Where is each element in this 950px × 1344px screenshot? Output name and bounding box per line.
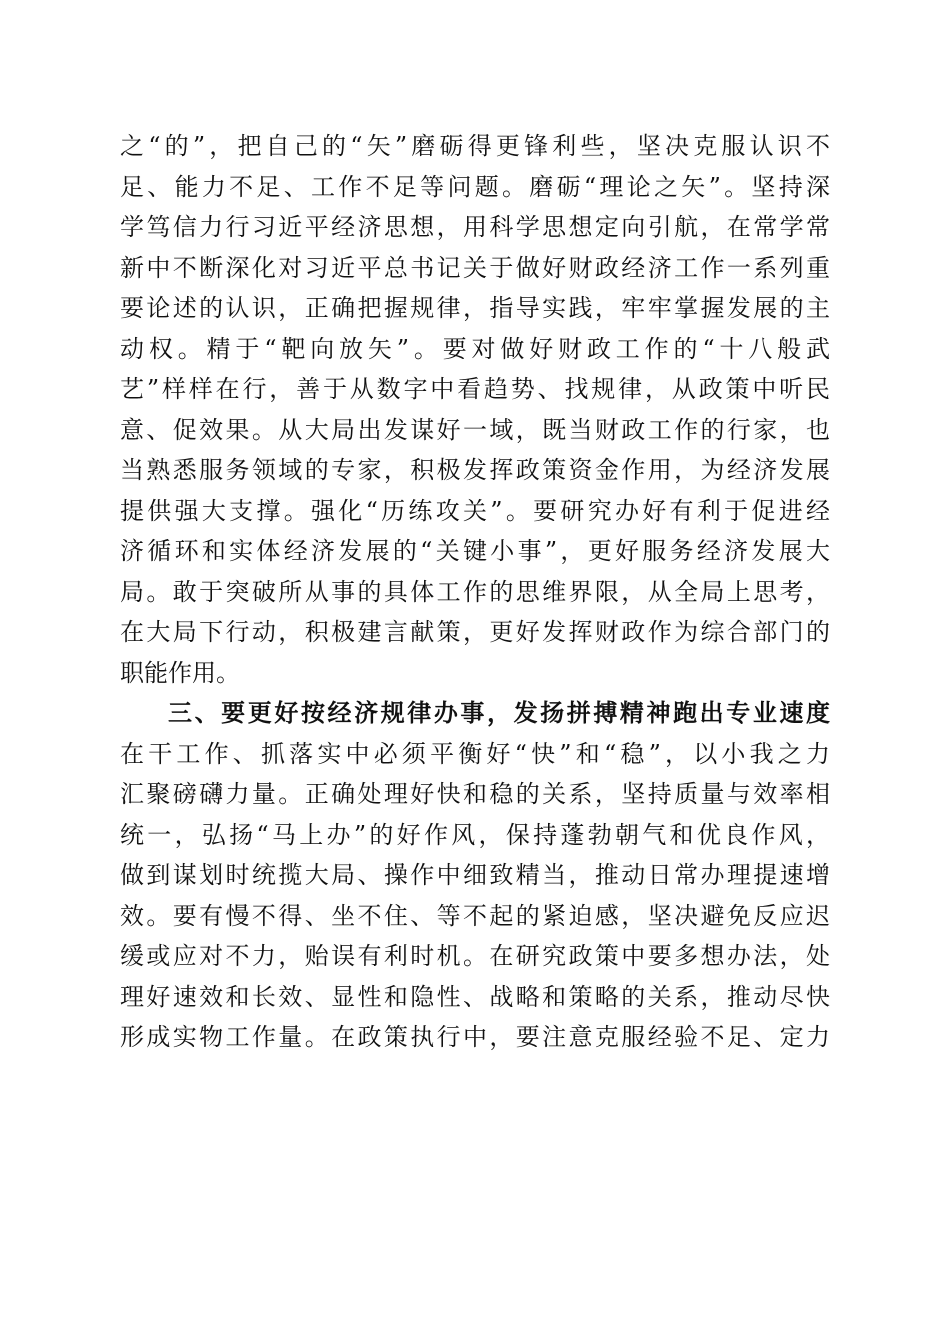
text-line: 形成实物工作量。在政策执行中，要注意克服经验不足、定力 [120,1023,830,1051]
text-line: 当熟悉服务领域的专家，积极发挥政策资金作用，为经济发展 [120,456,830,484]
section-heading: 三、要更好按经济规律办事，发扬拼搏精神跑出专业速度 [168,699,830,727]
text-line: 缓或应对不力，贻误有利时机。在研究政策中要多想办法，处 [120,942,830,970]
paragraph-1 [120,126,830,693]
paragraph-2 [120,734,830,1058]
text-line: 职能作用。 [120,658,240,687]
text-line: 汇聚磅礴力量。正确处理好快和稳的关系，坚持质量与效率相 [120,780,830,808]
body-text [120,126,830,1058]
text-line: 意、促效果。从大局出发谋好一域，既当财政工作的行家，也 [120,415,830,444]
text-line: 提供强大支撑。强化“历练攻关”。要研究办好有利于促进经 [120,496,830,525]
text-line: 效。要有慢不得、坐不住、等不起的紧迫感，坚决避免反应迟 [120,901,830,930]
text-line: 局。敢于突破所从事的具体工作的思维界限，从全局上思考， [120,577,830,606]
text-line: 在大局下行动，积极建言献策，更好发挥财政作为综合部门的 [120,618,830,646]
text-line: 在干工作、抓落实中必须平衡好“快”和“稳”，以小我之力 [120,739,830,768]
text-line: 新中不断深化对习近平总书记关于做好财政经济工作一系列重 [120,253,830,282]
text-line: 济循环和实体经济发展的“关键小事”，更好服务经济发展大 [120,537,830,565]
text-line: 之“的”，把自己的“矢”磨砺得更锋利些，坚决克服认识不 [120,132,830,160]
text-line: 理好速效和长效、显性和隐性、战略和策略的关系，推动尽快 [120,982,830,1011]
text-line: 艺”样样在行，善于从数字中看趋势、找规律，从政策中听民 [120,375,830,403]
text-line: 做到谋划时统揽大局、操作中细致精当，推动日常办理提速增 [120,861,830,889]
text-line: 学笃信力行习近平经济思想，用科学思想定向引航，在常学常 [120,213,830,241]
text-line: 要论述的认识，正确把握规律，指导实践，牢牢掌握发展的主 [120,294,830,322]
text-line: 统一，弘扬“马上办”的好作风，保持蓬勃朝气和优良作风， [120,820,830,849]
text-line: 足、能力不足、工作不足等问题。磨砺“理论之矢”。坚持深 [120,172,830,201]
text-line: 动权。精于“靶向放矢”。要对做好财政工作的“十八般武 [120,334,830,363]
